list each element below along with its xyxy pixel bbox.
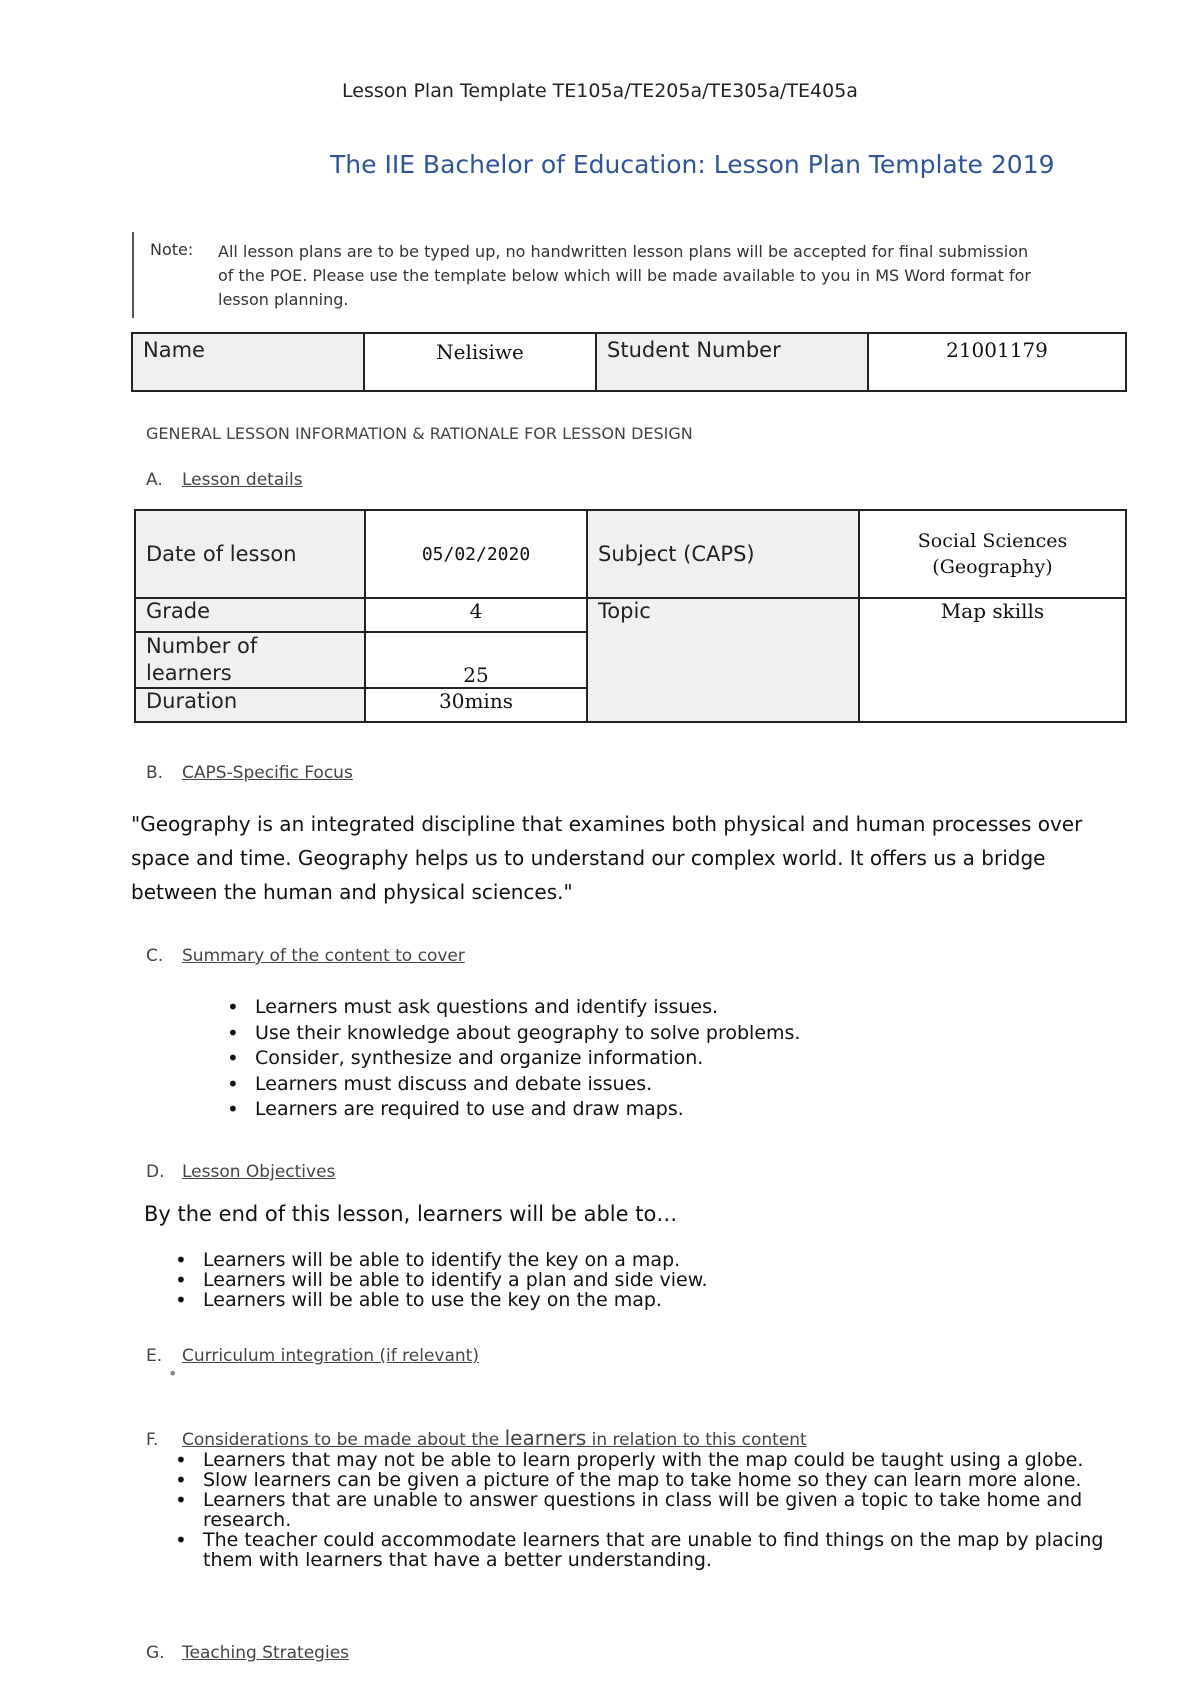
- section-g-heading: [146, 1643, 349, 1663]
- section-e-title: Curriculum integration (if relevant): [182, 1346, 479, 1366]
- lesson-details-table: [134, 509, 1127, 723]
- section-g-letter: G.: [146, 1643, 165, 1663]
- student-info-table: [131, 332, 1127, 392]
- content-summary-list: [219, 995, 1119, 1123]
- list-item: • Slow learners can be given a picture of the map to take home so they can learn more alone.: [167, 1470, 1127, 1490]
- name-value: Nelisiwe: [364, 333, 596, 391]
- list-item: • Learners will be able to use the key on the map.: [167, 1290, 1117, 1310]
- section-f-title-part2: learners: [504, 1426, 587, 1450]
- subject-value-line2: (Geography): [932, 556, 1053, 578]
- empty-bullet: •: [168, 1364, 178, 1383]
- considerations-list: [167, 1450, 1127, 1570]
- topic-value: Map skills: [859, 598, 1126, 722]
- section-a-letter: A.: [146, 470, 163, 490]
- section-d-heading: [146, 1162, 335, 1182]
- subject-value-line1: Social Sciences: [917, 530, 1068, 552]
- student-number-value: 21001179: [868, 333, 1126, 391]
- objectives-list: [167, 1250, 1117, 1310]
- list-item: • Use their knowledge about geography to solve problems.: [219, 1021, 1119, 1047]
- subject-label: Subject (CAPS): [587, 510, 859, 598]
- learners-label-line1: Number of: [146, 634, 258, 658]
- date-of-lesson-value: 05/02/2020: [365, 510, 587, 598]
- learners-label: [135, 632, 365, 688]
- section-d-letter: D.: [146, 1162, 165, 1182]
- document-title: The IIE Bachelor of Education: Lesson Plan Template 2019: [330, 150, 1055, 179]
- section-f-title: [182, 1426, 807, 1450]
- duration-label: Duration: [135, 688, 365, 722]
- list-item: • Learners will be able to identify a plan and side view.: [167, 1270, 1117, 1290]
- section-d-title: Lesson Objectives: [182, 1162, 336, 1182]
- grade-value: 4: [365, 598, 587, 632]
- section-b-heading: [146, 763, 353, 783]
- section-f-letter: F.: [146, 1430, 159, 1450]
- name-label: Name: [132, 333, 364, 391]
- note-divider: [132, 232, 134, 318]
- list-item: • Learners that are unable to answer questions in class will be given a topic to take home and research.: [167, 1490, 1127, 1530]
- section-a-title: Lesson details: [182, 470, 303, 490]
- section-f-title-part3: in relation to this content: [586, 1430, 807, 1450]
- list-item: • Learners must ask questions and identify issues.: [219, 995, 1119, 1021]
- list-item: • Learners that may not be able to learn properly with the map could be taught using a globe.: [167, 1450, 1127, 1470]
- learners-value: 25: [365, 632, 587, 688]
- subject-value: [859, 510, 1126, 598]
- section-f-title-part1: Considerations to be made about the: [182, 1430, 505, 1450]
- section-f-heading: [146, 1426, 807, 1450]
- page-header: Lesson Plan Template TE105a/TE205a/TE305a/TE405a: [342, 80, 858, 102]
- list-item: • The teacher could accommodate learners that are unable to find things on the map by placing them with learners that have a better understanding.: [167, 1530, 1127, 1570]
- list-item: • Learners are required to use and draw maps.: [219, 1097, 1119, 1123]
- list-item: • Consider, synthesize and organize information.: [219, 1046, 1119, 1072]
- note-label: Note:: [150, 240, 194, 259]
- grade-label: Grade: [135, 598, 365, 632]
- caps-focus-text: "Geography is an integrated discipline that examines both physical and human processes over space and time. Geography helps us to understand our complex world. It offers us a bridge between the human and physical sciences.": [131, 812, 1083, 904]
- note-text: All lesson plans are to be typed up, no handwritten lesson plans will be accepted for final submission of the POE. Please use the template below which will be made available to you in MS Word format for lesson planning.: [218, 242, 1031, 309]
- objectives-intro: By the end of this lesson, learners will be able to…: [144, 1202, 678, 1226]
- section-c-letter: C.: [146, 946, 164, 966]
- student-number-label: Student Number: [596, 333, 868, 391]
- general-info-heading: GENERAL LESSON INFORMATION & RATIONALE FOR LESSON DESIGN: [146, 424, 693, 443]
- section-g-title: Teaching Strategies: [182, 1643, 350, 1663]
- section-e-letter: E.: [146, 1346, 163, 1366]
- section-e-heading: [146, 1346, 479, 1366]
- learners-label-line2: learners: [146, 661, 232, 685]
- duration-value: 30mins: [365, 688, 587, 722]
- section-a-heading: [146, 470, 303, 490]
- section-c-title: Summary of the content to cover: [182, 946, 465, 966]
- topic-label: Topic: [587, 598, 859, 722]
- list-item: • Learners must discuss and debate issues.: [219, 1072, 1119, 1098]
- list-item: • Learners will be able to identify the key on a map.: [167, 1250, 1117, 1270]
- section-b-title: CAPS-Specific Focus: [182, 763, 353, 783]
- section-c-heading: [146, 946, 465, 966]
- date-of-lesson-label: Date of lesson: [135, 510, 365, 598]
- section-b-letter: B.: [146, 763, 164, 783]
